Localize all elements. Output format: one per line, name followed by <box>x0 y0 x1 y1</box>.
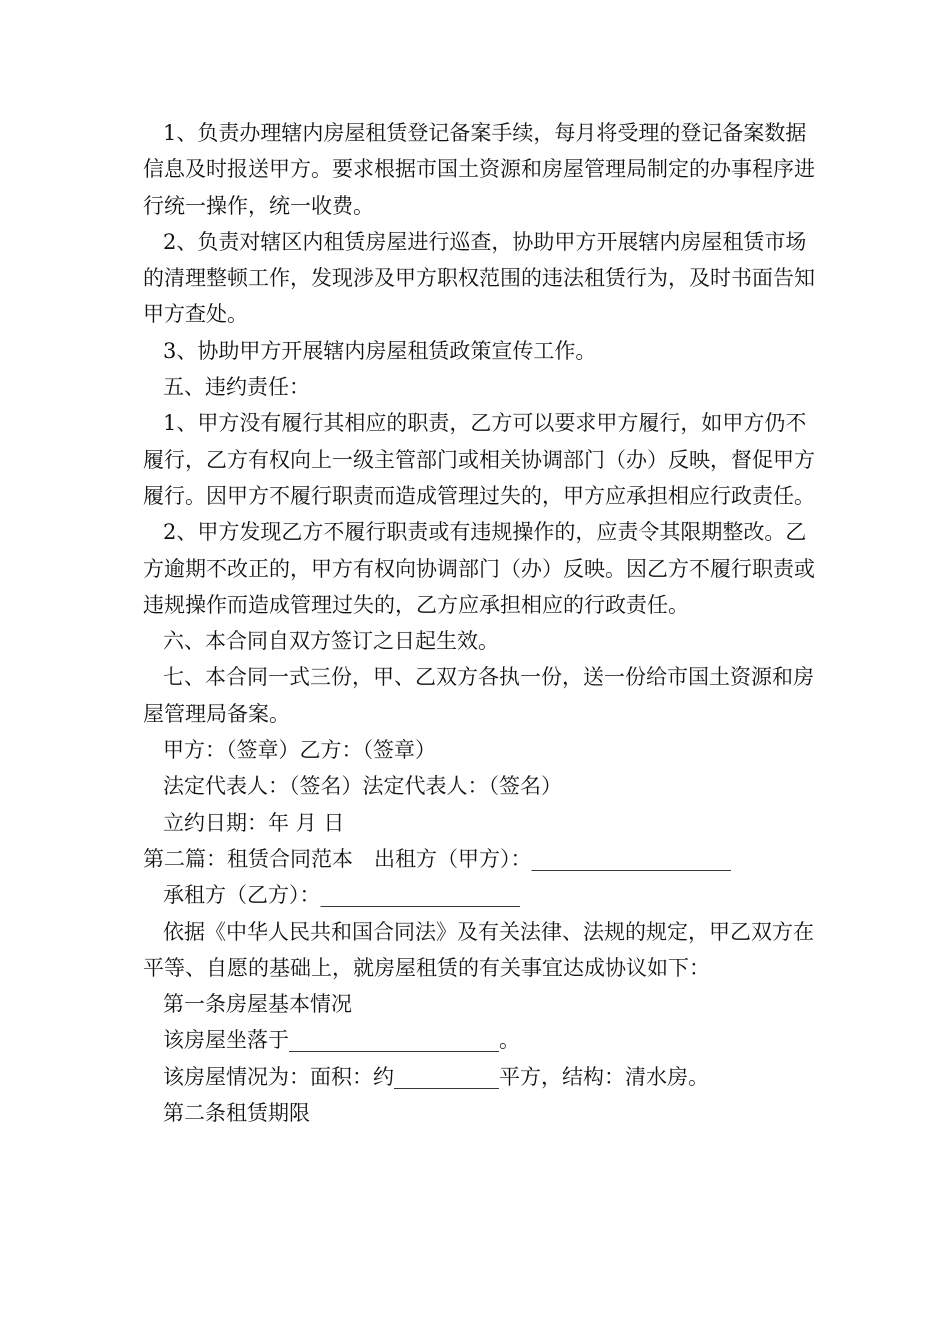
property-details-line: 该房屋情况为：面积：约__________平方，结构：清水房。 <box>163 1064 709 1089</box>
signing-date-line: 立约日期：年 月 日 <box>163 810 345 835</box>
article-heading: 第一条房屋基本情况 <box>163 992 352 1017</box>
paragraph: 1、甲方没有履行其相应的职责，乙方可以要求甲方履行，如甲方仍不履行，乙方有权向上一级主管部门或相关协调部门（办）反映，督促甲方履行。因甲方不履行职责而造成管理过失的，甲方应承担相应行政责任。 <box>143 411 815 508</box>
paragraph: 六、本合同自双方签订之日起生效。 <box>163 629 499 654</box>
paragraph: 3、协助甲方开展辖内房屋租赁政策宣传工作。 <box>163 338 597 363</box>
paragraph: 七、本合同一式三份，甲、乙双方各执一份，送一份给市国土资源和房屋管理局备案。 <box>143 665 814 726</box>
section-heading: 五、违约责任： <box>163 375 310 400</box>
paragraph: 2、甲方发现乙方不履行职责或有违规操作的，应责令其限期整改。乙方逾期不改正的，甲方有权向协调部门（办）反映。因乙方不履行职责或违规操作而造成管理过失的，乙方应承担相应的行政责任。 <box>143 520 815 617</box>
location-line: 该房屋坐落于____________________。 <box>163 1028 520 1053</box>
article-heading: 第二条租赁期限 <box>163 1101 310 1126</box>
document-body <box>143 115 823 1131</box>
paragraph: 1、负责办理辖内房屋租赁登记备案手续，每月将受理的登记备案数据信息及时报送甲方。要求根据市国土资源和房屋管理局制定的办事程序进行统一操作，统一收费。 <box>143 121 815 218</box>
lessee-line: 承租方（乙方）：___________________ <box>163 883 520 908</box>
signature-line-parties: 甲方：（签章）乙方：（签章） <box>163 738 436 763</box>
paragraph: 依据《中华人民共和国合同法》及有关法律、法规的规定，甲乙双方在平等、自愿的基础上，就房屋租赁的有关事宜达成协议如下： <box>143 919 814 980</box>
paragraph: 2、负责对辖区内租赁房屋进行巡查，协助甲方开展辖内房屋租赁市场的清理整顿工作，发现涉及甲方职权范围的违法租赁行为，及时书面告知甲方查处。 <box>143 229 815 327</box>
signature-line-representatives: 法定代表人：（签名）法定代表人：（签名） <box>163 774 562 799</box>
part-two-heading: 第二篇：租赁合同范本 出租方（甲方）：___________________ <box>143 846 731 871</box>
